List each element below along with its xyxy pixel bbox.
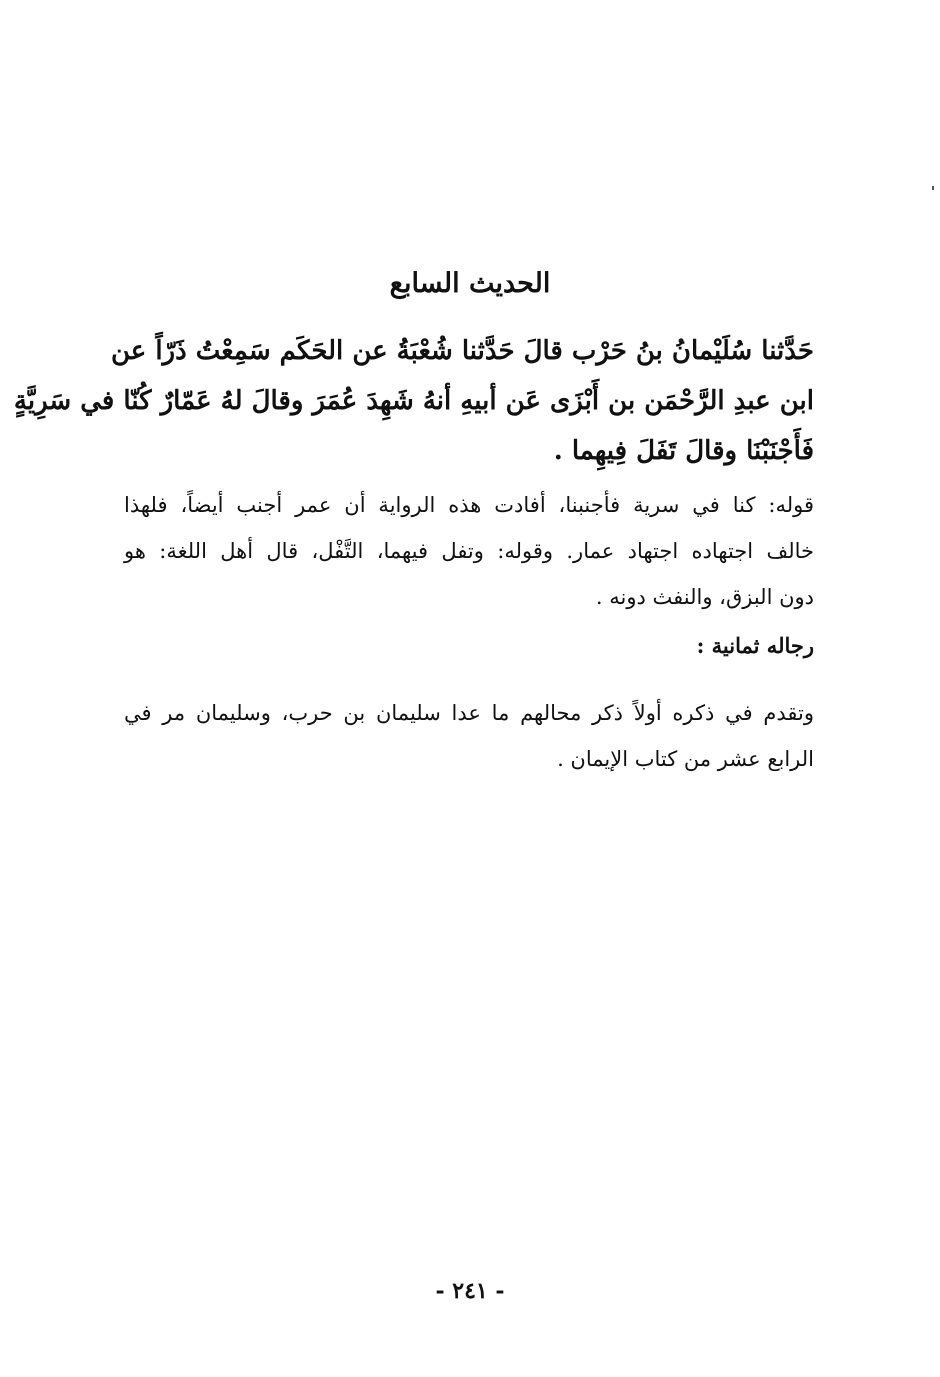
narrators-paragraph (124, 690, 814, 782)
narrators-line: وتقدم في ذكره أولاً ذكر محالهم ما عدا سليمان بن حرب، وسليمان مر في (124, 701, 814, 725)
hadith-line: حَدَّثنا سُلَيْمانُ بنُ حَرْب قالَ حَدَّثنا شُعْبَةُ عن الحَكَم سَمِعْتُ ذَرّاً عن (110, 336, 814, 366)
commentary-line: دون البزق، والنفث دونه . (595, 585, 814, 609)
section-title: الحديث السابع (389, 268, 551, 299)
narrators-line: الرابع عشر من كتاب الإيمان . (557, 747, 814, 771)
narrators-heading: رجاله ثمانية : (696, 633, 814, 658)
page-number: - ٢٤١ - (435, 1278, 505, 1304)
commentary-line: قوله: كنا في سرية فأجنبنا، أفادت هذه الرواية أن عمر أجنب أيضاً، فلهذا (124, 493, 814, 517)
commentary-line: خالف اجتهاده اجتهاد عمار. وقوله: وتفل فيهما، التَّفْل، قال أهل اللغة: هو (124, 539, 814, 563)
hadith-line: ابن عبدِ الرَّحْمَن بن أَبْزَى عَن أبيهِ أنهُ شَهِدَ عُمَرَ وقالَ لهُ عَمّارٌ كُنّا في سَرِيَّةٍ (13, 386, 814, 416)
hadith-text (13, 326, 814, 476)
commentary-paragraph (124, 482, 814, 620)
scan-speck (932, 186, 934, 190)
hadith-line: فَأَجْنَبْنَا وقالَ تَفَلَ فِيهِما . (553, 436, 814, 466)
